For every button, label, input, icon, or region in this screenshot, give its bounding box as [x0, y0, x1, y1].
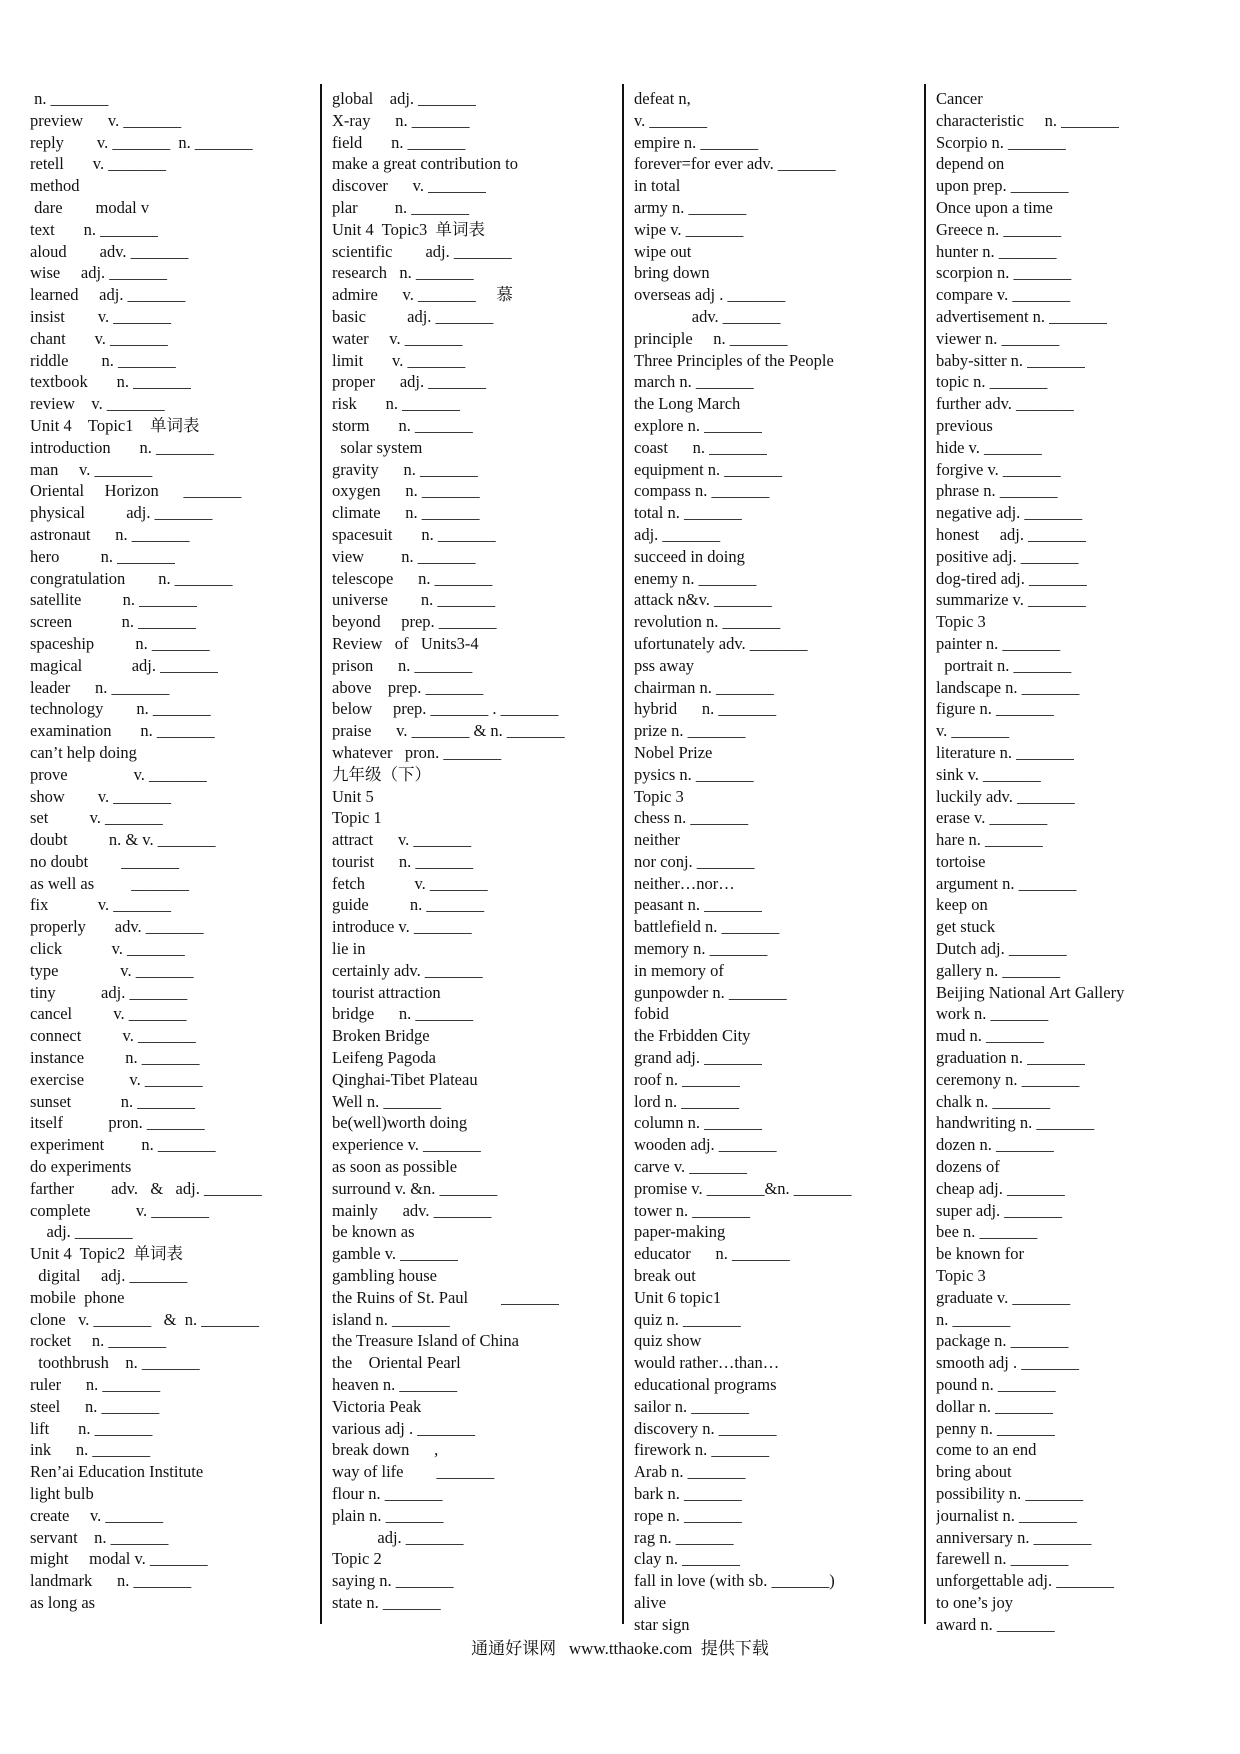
vocab-entry: as well as _______ [30, 873, 190, 893]
vocab-entry: make a great contribution to [332, 154, 519, 174]
vocab-entry: penny n. _______ [936, 1418, 1055, 1438]
vocab-entry: forgive v. _______ [936, 459, 1061, 479]
vocab-entry: congratulation n. _______ [30, 568, 233, 588]
vocab-entry: pound n. _______ [936, 1375, 1056, 1395]
vocab-entry: riddle n. _______ [30, 350, 176, 370]
vocab-entry: mobile phone [30, 1287, 125, 1307]
vocab-entry: climate n. _______ [332, 503, 480, 523]
vocab-entry: rag n. _______ [634, 1527, 734, 1547]
vocab-entry: tower n. _______ [634, 1200, 750, 1220]
vocab-entry: way of life _______ [332, 1462, 495, 1482]
vocab-entry: portrait n. _______ [936, 655, 1072, 675]
vocab-entry: prove v. _______ [30, 764, 207, 784]
vocab-entry: bridge n. _______ [332, 1004, 474, 1024]
vocab-entry: physical adj. _______ [30, 503, 213, 523]
vocab-entry: spacesuit n. _______ [332, 524, 496, 544]
vocab-entry: dog-tired adj. _______ [936, 568, 1087, 588]
vocab-entry: advertisement n. _______ [936, 306, 1107, 326]
vocab-entry: Three Principles of the People [634, 350, 834, 370]
vocab-entry: Greece n. _______ [936, 219, 1062, 239]
vocab-entry: basic adj. _______ [332, 306, 494, 326]
vocab-entry: the Oriental Pearl [332, 1353, 461, 1373]
vocab-entry: wipe out [634, 241, 692, 261]
vocab-entry: Topic 3 [936, 1266, 986, 1286]
vocab-entry: no doubt _______ [30, 851, 179, 871]
vocab-entry: oxygen n. _______ [332, 481, 480, 501]
vocab-entry: bee n. _______ [936, 1222, 1038, 1242]
vocab-entry: principle n. _______ [634, 328, 788, 348]
vocab-entry: break out [634, 1266, 696, 1286]
vocab-entry: negative adj. _______ [936, 503, 1083, 523]
vocab-entry: hide v. _______ [936, 437, 1042, 457]
vocab-entry: Nobel Prize [634, 742, 713, 762]
vocab-entry: bring down [634, 263, 710, 283]
vocab-entry: discovery n. _______ [634, 1418, 777, 1438]
vocab-entry: plain n. _______ [332, 1505, 444, 1525]
vocab-entry: tortoise [936, 851, 986, 871]
vocab-entry: hare n. _______ [936, 830, 1043, 850]
vocab-entry: pysics n. _______ [634, 764, 754, 784]
column-divider [320, 84, 322, 1624]
vocab-entry: v. _______ [936, 721, 1010, 741]
vocab-entry: be known as [332, 1222, 415, 1242]
vocab-entry: Once upon a time [936, 197, 1053, 217]
vocab-entry: the Long March [634, 394, 741, 414]
vocab-entry: peasant n. _______ [634, 895, 762, 915]
vocab-entry: topic n. _______ [936, 372, 1048, 392]
vocab-entry: mud n. _______ [936, 1026, 1044, 1046]
vocab-entry: connect v. _______ [30, 1026, 196, 1046]
vocab-entry: the Treasure Island of China [332, 1331, 519, 1351]
vocab-entry: gunpowder n. _______ [634, 982, 787, 1002]
vocab-entry: rocket n. _______ [30, 1331, 167, 1351]
vocab-entry: ufortunately adv. _______ [634, 633, 808, 653]
vocab-entry: keep on [936, 895, 988, 915]
vocab-entry: neither…nor… [634, 873, 735, 893]
vocab-entry: chant v. _______ [30, 328, 168, 348]
vocab-entry: magical adj. _______ [30, 655, 218, 675]
vocab-entry: explore n. _______ [634, 415, 762, 435]
vocab-entry: Review of Units3-4 [332, 633, 479, 653]
vocab-entry: complete v. _______ [30, 1200, 210, 1220]
vocab-entry: Topic 2 [332, 1549, 382, 1569]
vocab-entry: roof n. _______ [634, 1069, 740, 1089]
vocab-entry: Unit 6 topic1 [634, 1287, 722, 1307]
vocab-entry: ink n. _______ [30, 1440, 151, 1460]
vocab-entry: characteristic n. _______ [936, 110, 1119, 130]
vocab-entry: baby-sitter n. _______ [936, 350, 1085, 370]
vocab-entry: research n. _______ [332, 263, 474, 283]
vocab-entry: show v. _______ [30, 786, 172, 806]
vocab-entry: ceremony n. _______ [936, 1069, 1080, 1089]
vocab-entry: cancel v. _______ [30, 1004, 187, 1024]
vocab-entry: educational programs [634, 1375, 777, 1395]
vocab-entry: type v. _______ [30, 960, 194, 980]
vocab-entry: erase v. _______ [936, 808, 1048, 828]
vocab-entry: break down , [332, 1440, 439, 1460]
vocab-entry: painter n. _______ [936, 633, 1061, 653]
vocab-entry: column n. _______ [634, 1113, 762, 1133]
vocab-entry: introduce v. _______ [332, 917, 472, 937]
vocab-entry: journalist n. _______ [936, 1505, 1077, 1525]
vocab-entry: Oriental Horizon _______ [30, 481, 242, 501]
vocab-entry: previous [936, 415, 993, 435]
vocab-entry: Ren’ai Education Institute [30, 1462, 204, 1482]
vocab-entry: tiny adj. _______ [30, 982, 188, 1002]
vocab-entry: experiment n. _______ [30, 1135, 216, 1155]
vocab-entry: carve v. _______ [634, 1157, 748, 1177]
vocab-entry: Broken Bridge [332, 1026, 430, 1046]
vocab-column-3 [634, 88, 914, 1636]
vocab-entry: dare modal v [30, 197, 150, 217]
vocab-entry: reply v. _______ n. _______ [30, 132, 253, 152]
vocab-entry: X-ray n. _______ [332, 110, 470, 130]
vocab-entry: lie in [332, 939, 366, 959]
vocab-entry: properly adv. _______ [30, 917, 204, 937]
vocab-entry: package n. _______ [936, 1331, 1069, 1351]
vocab-entry: possibility n. _______ [936, 1484, 1084, 1503]
vocab-entry: limit v. _______ [332, 350, 466, 370]
vocab-entry: flour n. _______ [332, 1484, 443, 1503]
vocab-column-1 [30, 88, 310, 1614]
vocab-entry: award n. _______ [936, 1614, 1055, 1634]
vocab-entry: aloud adv. _______ [30, 241, 189, 261]
vocab-entry: dozens of [936, 1157, 1000, 1177]
vocab-entry: screen n. _______ [30, 612, 196, 632]
vocab-entry: Leifeng Pagoda [332, 1048, 437, 1068]
vocab-entry: exercise v. _______ [30, 1069, 203, 1089]
vocab-entry: total n. _______ [634, 503, 742, 523]
vocab-entry: proper adj. _______ [332, 372, 486, 392]
vocab-entry: 九年级（下） [332, 764, 431, 784]
vocab-entry: tourist n. _______ [332, 851, 474, 871]
vocab-entry: heaven n. _______ [332, 1375, 458, 1395]
vocab-entry: as long as [30, 1592, 96, 1612]
vocab-entry: spaceship n. _______ [30, 633, 210, 653]
vocab-entry: overseas adj . _______ [634, 285, 786, 305]
vocab-entry: further adv. _______ [936, 394, 1074, 414]
vocab-entry: star sign [634, 1614, 690, 1634]
vocab-entry: global adj. _______ [332, 89, 476, 108]
vocab-entry: Topic 3 [634, 786, 684, 806]
vocab-entry: Well n. _______ [332, 1091, 442, 1111]
vocab-entry: n. _______ [936, 1309, 1011, 1329]
vocab-entry: whatever pron. _______ [332, 742, 502, 762]
vocab-entry: bark n. _______ [634, 1484, 742, 1503]
vocab-entry: fobid [634, 1004, 669, 1024]
vocab-entry: revolution n. _______ [634, 612, 781, 632]
vocab-entry: defeat n, [634, 89, 691, 108]
vocab-entry: Unit 4 Topic2 单词表 [30, 1244, 183, 1264]
vocab-entry: grand adj. _______ [634, 1048, 762, 1068]
vocab-entry: Unit 4 Topic3 单词表 [332, 219, 485, 239]
vocab-entry: method [30, 176, 80, 196]
vocab-entry: positive adj. _______ [936, 546, 1079, 566]
vocab-entry: graduation n. _______ [936, 1048, 1085, 1068]
vocab-entry: hero n. _______ [30, 546, 175, 566]
vocab-entry: do experiments [30, 1157, 132, 1177]
vocab-entry: hunter n. _______ [936, 241, 1057, 261]
vocab-entry: introduction n. _______ [30, 437, 214, 457]
vocab-entry: adj. _______ [30, 1222, 133, 1242]
vocab-entry: army n. _______ [634, 197, 747, 217]
vocab-entry: firework n. _______ [634, 1440, 770, 1460]
vocab-entry: viewer n. _______ [936, 328, 1060, 348]
vocab-column-4 [936, 88, 1216, 1636]
vocab-entry: chairman n. _______ [634, 677, 774, 697]
vocab-entry: astronaut n. _______ [30, 524, 190, 544]
vocab-entry: island n. _______ [332, 1309, 450, 1329]
vocab-entry: forever=for ever adv. _______ [634, 154, 836, 174]
vocab-entry: itself pron. _______ [30, 1113, 205, 1133]
vocab-entry: guide n. _______ [332, 895, 485, 915]
vocab-entry: smooth adj . _______ [936, 1353, 1079, 1373]
vocab-entry: above prep. _______ [332, 677, 484, 697]
vocab-entry: honest adj. _______ [936, 524, 1086, 544]
vocab-entry: adj. _______ [332, 1527, 464, 1547]
vocab-entry: examination n. _______ [30, 721, 215, 741]
vocab-entry: get stuck [936, 917, 996, 937]
vocab-entry: toothbrush n. _______ [30, 1353, 200, 1373]
vocab-entry: fetch v. _______ [332, 873, 488, 893]
vocab-entry: servant n. _______ [30, 1527, 169, 1547]
vocab-entry: solar system [332, 437, 423, 457]
vocab-entry: clone v. _______ & n. _______ [30, 1309, 259, 1329]
vocab-entry: march n. _______ [634, 372, 754, 392]
vocab-entry: experience v. _______ [332, 1135, 481, 1155]
vocab-entry: wise adj. _______ [30, 263, 168, 283]
vocab-entry: set v. _______ [30, 808, 163, 828]
vocab-entry: dollar n. _______ [936, 1396, 1053, 1416]
vocab-entry: come to an end [936, 1440, 1037, 1460]
vocab-entry: alive [634, 1592, 667, 1612]
vocab-entry: gallery n. _______ [936, 960, 1061, 980]
vocab-entry: Beijing National Art Gallery [936, 982, 1125, 1002]
vocab-entry: doubt n. & v. _______ [30, 830, 216, 850]
vocab-entry: farther adv. & adj. _______ [30, 1178, 262, 1198]
vocab-entry: plar n. _______ [332, 197, 470, 217]
vocab-entry: state n. _______ [332, 1592, 441, 1612]
vocab-entry: tourist attraction [332, 982, 441, 1002]
vocab-entry: saying n. _______ [332, 1571, 454, 1591]
vocab-entry: technology n. _______ [30, 699, 211, 719]
vocab-entry: discover v. _______ [332, 176, 486, 196]
vocab-entry: text n. _______ [30, 219, 158, 239]
vocab-entry: various adj . _______ [332, 1418, 475, 1438]
vocab-entry: work n. _______ [936, 1004, 1049, 1024]
vocab-entry: view n. _______ [332, 546, 476, 566]
vocab-entry: instance n. _______ [30, 1048, 200, 1068]
vocab-entry: to one’s joy [936, 1592, 1013, 1612]
vocab-entry: review v. _______ [30, 394, 165, 414]
vocab-entry: prison n. _______ [332, 655, 473, 675]
vocab-entry: the Frbidden City [634, 1026, 751, 1046]
vocab-entry: dozen n. _______ [936, 1135, 1054, 1155]
vocab-entry: man v. _______ [30, 459, 153, 479]
vocab-entry: handwriting n. _______ [936, 1113, 1095, 1133]
vocab-entry: Unit 4 Topic1 单词表 [30, 415, 200, 435]
vocab-entry: certainly adv. _______ [332, 960, 483, 980]
vocab-entry: mainly adv. _______ [332, 1200, 492, 1220]
vocab-column-2 [332, 88, 612, 1614]
vocab-entry: light bulb [30, 1484, 94, 1503]
vocab-entry: rope n. _______ [634, 1505, 742, 1525]
vocab-entry: clay n. _______ [634, 1549, 740, 1569]
vocab-entry: attract v. _______ [332, 830, 472, 850]
page-footer: 通通好课网 www.tthaoke.com 提供下载 [471, 1639, 769, 1658]
vocab-entry: fall in love (with sb. _______) [634, 1571, 835, 1591]
vocab-entry: cheap adj. _______ [936, 1178, 1065, 1198]
vocab-entry: textbook n. _______ [30, 372, 191, 392]
vocab-entry: summarize v. _______ [936, 590, 1086, 610]
vocab-entry: empire n. _______ [634, 132, 759, 152]
vocab-entry: hybrid n. _______ [634, 699, 777, 719]
vocab-entry: bring about [936, 1462, 1012, 1482]
vocab-entry: figure n. _______ [936, 699, 1054, 719]
vocab-entry: in total [634, 176, 681, 196]
vocab-entry: surround v. &n. _______ [332, 1178, 498, 1198]
vocab-entry: be known for [936, 1244, 1024, 1264]
vocab-entry: neither [634, 830, 680, 850]
vocab-entry: Victoria Peak [332, 1396, 422, 1416]
vocab-entry: enemy n. _______ [634, 568, 757, 588]
vocab-entry: gambling house [332, 1266, 437, 1286]
vocab-entry: nor conj. _______ [634, 851, 755, 871]
vocab-entry: Cancer [936, 89, 983, 108]
vocab-entry: praise v. _______ & n. _______ [332, 721, 565, 741]
vocab-entry: phrase n. _______ [936, 481, 1058, 501]
vocab-entry: coast n. _______ [634, 437, 767, 457]
vocab-entry: Qinghai-Tibet Plateau [332, 1069, 478, 1089]
vocab-entry: pss away [634, 655, 695, 675]
vocab-entry: might modal v. _______ [30, 1549, 208, 1569]
vocab-entry: quiz n. _______ [634, 1309, 741, 1329]
vocab-entry: v. _______ [634, 110, 708, 130]
vocab-entry: succeed in doing [634, 546, 745, 566]
vocab-entry: the Ruins of St. Paul _______ [332, 1287, 559, 1307]
vocab-entry: chess n. _______ [634, 808, 749, 828]
vocab-entry: sailor n. _______ [634, 1396, 750, 1416]
vocab-entry: field n. _______ [332, 132, 466, 152]
vocab-entry: create v. _______ [30, 1505, 164, 1525]
vocab-entry: compare v. _______ [936, 285, 1071, 305]
vocab-entry: compass n. _______ [634, 481, 770, 501]
vocab-entry: unforgettable adj. _______ [936, 1571, 1114, 1591]
vocab-entry: sunset n. _______ [30, 1091, 195, 1111]
vocab-entry: beyond prep. _______ [332, 612, 497, 632]
vocab-entry: telescope n. _______ [332, 568, 493, 588]
vocab-entry: water v. _______ [332, 328, 463, 348]
vocab-entry: chalk n. _______ [936, 1091, 1051, 1111]
vocab-entry: Scorpio n. _______ [936, 132, 1066, 152]
vocab-entry: wipe v. _______ [634, 219, 744, 239]
vocab-entry: paper-making [634, 1222, 726, 1242]
vocab-entry: literature n. _______ [936, 742, 1074, 762]
vocab-entry: adj. _______ [634, 524, 721, 544]
vocab-entry: farewell n. _______ [936, 1549, 1069, 1569]
vocab-entry: steel n. _______ [30, 1396, 160, 1416]
vocab-entry: gravity n. _______ [332, 459, 478, 479]
vocab-entry: below prep. _______ . _______ [332, 699, 559, 719]
vocab-entry: educator n. _______ [634, 1244, 790, 1264]
vocab-entry: attack n&v. _______ [634, 590, 772, 610]
vocab-entry: wooden adj. _______ [634, 1135, 777, 1155]
vocab-entry: graduate v. _______ [936, 1287, 1071, 1307]
vocab-entry: depend on [936, 154, 1005, 174]
vocab-entry: leader n. _______ [30, 677, 170, 697]
vocab-entry: Unit 5 [332, 786, 374, 806]
vocab-entry: luckily adv. _______ [936, 786, 1075, 806]
vocab-entry: can’t help doing [30, 742, 137, 762]
vocab-entry: landscape n. _______ [936, 677, 1080, 697]
vocab-entry: landmark n. _______ [30, 1571, 192, 1591]
vocab-entry: scorpion n. _______ [936, 263, 1072, 283]
vocab-entry: n. _______ [30, 89, 109, 108]
vocab-entry: digital adj. _______ [30, 1266, 188, 1286]
vocab-entry: sink v. _______ [936, 764, 1041, 784]
vocab-entry: fix v. _______ [30, 895, 172, 915]
vocab-entry: promise v. _______&n. _______ [634, 1178, 852, 1198]
vocab-entry: scientific adj. _______ [332, 241, 512, 261]
vocab-entry: memory n. _______ [634, 939, 768, 959]
vocab-entry: Topic 1 [332, 808, 382, 828]
vocab-entry: prize n. _______ [634, 721, 746, 741]
vocab-entry: as soon as possible [332, 1157, 458, 1177]
vocab-entry: storm n. _______ [332, 415, 473, 435]
vocab-entry: Topic 3 [936, 612, 986, 632]
vocab-entry: admire v. _______ 慕 [332, 285, 513, 305]
vocab-entry: upon prep. _______ [936, 176, 1069, 196]
vocab-entry: anniversary n. _______ [936, 1527, 1092, 1547]
vocab-entry: retell v. _______ [30, 154, 166, 174]
column-divider [924, 84, 926, 1624]
vocab-entry: argument n. _______ [936, 873, 1077, 893]
vocab-entry: satellite n. _______ [30, 590, 197, 610]
vocab-entry: equipment n. _______ [634, 459, 783, 479]
vocab-entry: lord n. _______ [634, 1091, 739, 1111]
vocab-entry: insist v. _______ [30, 306, 172, 326]
vocab-entry: universe n. _______ [332, 590, 496, 610]
vocab-entry: learned adj. _______ [30, 285, 186, 305]
vocab-entry: would rather…than… [634, 1353, 780, 1373]
vocab-entry: adv. _______ [634, 306, 781, 326]
vocab-entry: risk n. _______ [332, 394, 460, 414]
vocab-entry: Arab n. _______ [634, 1462, 746, 1482]
vocab-entry: lift n. _______ [30, 1418, 153, 1438]
vocab-entry: be(well)worth doing [332, 1113, 468, 1133]
vocab-entry: gamble v. _______ [332, 1244, 458, 1264]
vocab-entry: quiz show [634, 1331, 702, 1351]
vocab-entry: super adj. _______ [936, 1200, 1063, 1220]
vocab-entry: Dutch adj. _______ [936, 939, 1067, 959]
vocab-entry: in memory of [634, 960, 724, 980]
vocab-entry: battlefield n. _______ [634, 917, 780, 937]
vocab-entry: preview v. _______ [30, 110, 182, 130]
column-divider [622, 84, 624, 1624]
vocab-entry: click v. _______ [30, 939, 185, 959]
vocab-entry: ruler n. _______ [30, 1375, 161, 1395]
